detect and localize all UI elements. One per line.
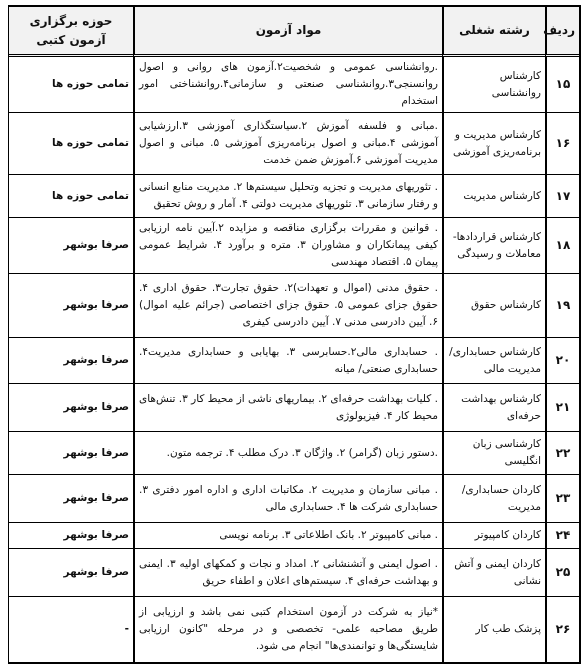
table-row bbox=[9, 175, 579, 218]
row-number: ۲۰ bbox=[545, 338, 579, 384]
exam-area: تمامی حوزه ها bbox=[9, 113, 133, 175]
row-number: ۱۵ bbox=[545, 57, 579, 113]
job-field: کارشناس حسابداری/مدیریت مالی bbox=[442, 338, 545, 384]
exam-subjects: . حسابداری مالی۲.حسابرسی ۳. بهایابی و حسابداری مدیریت۴. حسابداری صنعتی/ میانه bbox=[133, 338, 442, 384]
exam-subjects: . کلیات بهداشت حرفه‌ای ۲. بیماریهای ناشی از محیط کار ۳. تنش‌های محیط کار ۴. فیزیولوژی bbox=[133, 384, 442, 432]
exam-subjects: .مبانی و فلسفه آموزش ۲.سیاستگذاری آموزشی ۳.ارزشیابی آموزشی ۴.مبانی و اصول برنامه‌ریزی آموزشی ۵. مبانی و اصول مدیریت آموزشی ۶.آموزش ضمن خدمت bbox=[133, 113, 442, 175]
table-row bbox=[9, 432, 579, 475]
table-row bbox=[9, 113, 579, 175]
row-number: ۲۳ bbox=[545, 475, 579, 523]
row-number: ۲۴ bbox=[545, 523, 579, 549]
row-number: ۲۵ bbox=[545, 549, 579, 597]
exam-area: صرفا بوشهر bbox=[9, 475, 133, 523]
exam-subjects: . مبانی کامپیوتر ۲. بانک اطلاعاتی ۳. برنامه نویسی bbox=[133, 523, 442, 549]
job-field: کاردان ایمنی و آتش نشانی bbox=[442, 549, 545, 597]
table-row bbox=[9, 338, 579, 384]
exam-area: - bbox=[124, 623, 129, 635]
row-number: ۲۶ bbox=[545, 597, 579, 662]
table-header-row bbox=[9, 7, 579, 57]
exam-subjects: *نیاز به شرکت در آزمون استخدام کتبی نمی باشد و ارزیابی از طریق مصاحبه علمی- تخصصی و در مرحله "کانون ارزیابی شایستگی‌ها و توانمندی‌ها" انجام می شود. bbox=[133, 597, 442, 662]
table-row bbox=[9, 523, 579, 549]
table-row bbox=[9, 218, 579, 274]
row-number: ۱۸ bbox=[545, 218, 579, 274]
table-row bbox=[9, 57, 579, 113]
header-row-number: ردیف bbox=[545, 7, 579, 57]
header-job-field: رشته شغلی bbox=[442, 7, 545, 57]
exam-area: صرفا بوشهر bbox=[9, 384, 133, 432]
job-field: کارشناس قراردادها- معاملات و رسیدگی bbox=[442, 218, 545, 274]
job-field: کارشناس مدیریت و برنامه‌ریزی آموزشی bbox=[442, 113, 545, 175]
row-number: ۲۲ bbox=[545, 432, 579, 475]
row-number: ۲۱ bbox=[545, 384, 579, 432]
exam-area: صرفا بوشهر bbox=[9, 432, 133, 475]
job-field: کارشناسی زبان انگلیسی bbox=[442, 432, 545, 475]
job-field: پزشک طب کار bbox=[442, 597, 545, 662]
exam-subjects: . تئوریهای مدیریت و تجزیه وتحلیل سیستم‌ها ۲. مدیریت منابع انسانی و رفتار سازمانی ۳. تئوریهای مدیریت دولتی ۴. آمار و روش تحقیق bbox=[133, 175, 442, 218]
job-field: کارشناس روانشناسی bbox=[442, 57, 545, 113]
exam-subjects: .روانشناسی عمومی و شخصیت۲.آزمون های روانی و اصول روانسنجی۳.روانشناسی صنعتی و سازمانی۴.روانشناختی امور استخدام bbox=[133, 57, 442, 113]
exam-subjects-table bbox=[8, 5, 581, 664]
table-row bbox=[9, 475, 579, 523]
exam-area: صرفا بوشهر bbox=[9, 218, 133, 274]
table-row bbox=[9, 597, 579, 662]
row-number: ۱۶ bbox=[545, 113, 579, 175]
row-number: ۱۹ bbox=[545, 274, 579, 338]
exam-subjects: . مبانی سازمان و مدیریت ۲. مکاتبات اداری و اداره امور دفتری ۳. حسابداری شرکت ها ۴. حسابداری مالی bbox=[133, 475, 442, 523]
exam-subjects: . اصول ایمنی و آتشنشانی ۲. امداد و نجات و کمکهای اولیه ۳. ایمنی و بهداشت حرفه‌ای ۴. سیستم‌های اعلان و اطفاء حریق bbox=[133, 549, 442, 597]
header-exam-area: حوزه برگزاری آزمون کتبی bbox=[9, 7, 133, 57]
job-field: کاردان کامپیوتر bbox=[442, 523, 545, 549]
job-field: کارشناس حقوق bbox=[442, 274, 545, 338]
exam-subjects: . قوانین و مقررات برگزاری مناقصه و مزایده ۲.آیین نامه ارزیابی کیفی پیمانکاران و مشاوران ۳. متره و برآورد ۴. شرایط عمومی پیمان ۵. اقتصاد مهندسی bbox=[133, 218, 442, 274]
exam-area: صرفا بوشهر bbox=[9, 549, 133, 597]
exam-area: تمامی حوزه ها bbox=[9, 175, 133, 218]
job-field: کارشناس بهداشت حرفه‌ای bbox=[442, 384, 545, 432]
exam-area: صرفا بوشهر bbox=[9, 338, 133, 384]
job-field: کارشناس مدیریت bbox=[442, 175, 545, 218]
header-exam-subjects: مواد آزمون bbox=[133, 7, 442, 57]
table-row bbox=[9, 384, 579, 432]
table-row bbox=[9, 549, 579, 597]
exam-area: صرفا بوشهر bbox=[9, 523, 133, 549]
table-row bbox=[9, 274, 579, 338]
exam-subjects: . حقوق مدنی (اموال و تعهدات)۲. حقوق تجارت۳. حقوق اداری ۴. حقوق جزای عمومی ۵. حقوق جزای اختصاصی (جرائم علیه اموال) ۶. آیین دادرسی مدنی ۷. آیین دادرسی کیفری bbox=[133, 274, 442, 338]
job-field: کاردان حسابداری/مدیریت bbox=[442, 475, 545, 523]
exam-subjects: .دستور زبان (گرامر) ۲. واژگان ۳. درک مطلب ۴. ترجمه متون. bbox=[133, 432, 442, 475]
row-number: ۱۷ bbox=[545, 175, 579, 218]
exam-area: تمامی حوزه ها bbox=[9, 57, 133, 113]
exam-area: صرفا بوشهر bbox=[9, 274, 133, 338]
